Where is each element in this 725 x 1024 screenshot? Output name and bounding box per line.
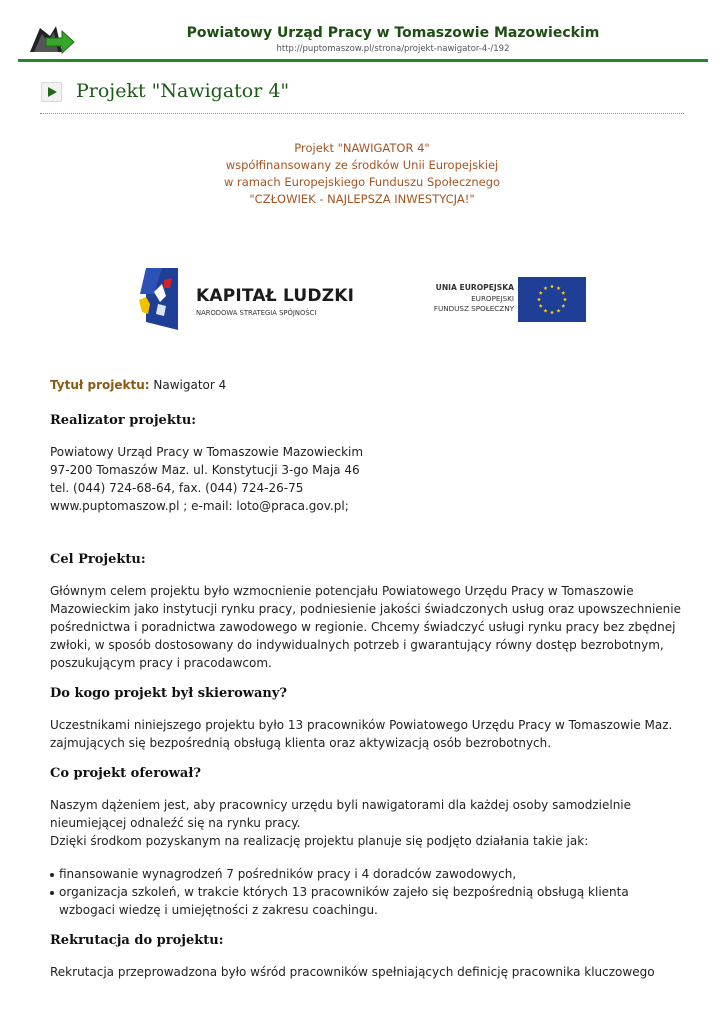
address-line: 97-200 Tomaszów Maz. ul. Konstytucji 3-go Maja 46 <box>50 463 360 477</box>
kapital-ludzki-logo <box>136 264 355 334</box>
eu-logo-line: EUROPEJSKI <box>471 293 514 303</box>
header-divider <box>18 59 708 62</box>
project-title-line <box>50 376 686 394</box>
eu-star-icon <box>556 309 560 313</box>
eu-logo-line: FUNDUSZ SPOŁECZNY <box>433 304 514 313</box>
section-heading: Rekrutacja do projektu: <box>50 933 224 948</box>
article-content <box>50 376 686 981</box>
intro-line: "CZŁOWIEK - NAJLEPSZA INWESTYCJA!" <box>249 192 475 206</box>
eu-star-icon <box>537 297 541 301</box>
eu-logo-line: UNIA EUROPEJSKA <box>435 283 514 292</box>
eu-star-icon <box>561 304 565 308</box>
cel-paragraph: Głównym celem projektu było wzmocnienie potencjału Powiatowego Urzędu Pracy w Tomaszowie Mazowieckim jako instytucji rynku pracy, podniesienie jakości świadczonych usług oraz upowszechnienie pośrednictwa i poradnictwa zawodowego w regionie. Chcemy świadczyć usługi rynku pracy bez zbędnej zwłoki, w sposób dostosowany do indywidualnych potrzeb i gwarantujący równy dostęp bezrobotnym, poszukującym pracy i pracodawcom. <box>50 584 681 670</box>
eu-star-icon <box>563 297 567 301</box>
address-line: www.puptomaszow.pl ; e-mail: loto@praca.gov.pl; <box>50 499 349 513</box>
intro-line: Projekt "NAWIGATOR 4" <box>294 141 430 155</box>
section-heading: Do kogo projekt był skierowany? <box>50 686 288 701</box>
eu-flag-icon <box>518 277 586 322</box>
list-item: organizacja szkoleń, w trakcie których 13 pracowników zajeło się bezpośrednią obsługą klienta wzbogaci wiedzę i umiejętności z zakresu coachingu. <box>50 883 686 919</box>
eu-logo-text <box>434 283 514 315</box>
eu-star-icon <box>561 291 565 295</box>
eu-star-icon <box>543 286 547 290</box>
eu-star-icon <box>556 286 560 290</box>
oferowal-paragraph: Dzięki środkom pozyskanym na realizację projektu planuje się podjęto działania takie jak: <box>50 834 589 848</box>
title-bullet-icon <box>41 82 62 102</box>
eu-star-icon <box>539 291 543 295</box>
eu-star-icon <box>543 309 547 313</box>
offer-list <box>50 865 686 919</box>
kapital-ludzki-subtitle: NARODOWA STRATEGIA SPÓJNOŚCI <box>196 309 317 317</box>
eu-star-icon <box>539 304 543 308</box>
title-divider <box>40 113 684 114</box>
page-url: http://puptomaszow.pl/strona/projekt-nawigator-4-/192 <box>276 44 510 54</box>
address-line: tel. (044) 724-68-64, fax. (044) 724-26-75 <box>50 481 304 495</box>
section-heading: Cel Projektu: <box>50 552 146 567</box>
site-header <box>18 18 708 62</box>
intro-block <box>40 140 684 208</box>
page-title: Projekt "Nawigator 4" <box>76 80 290 102</box>
section-heading: Co projekt oferował? <box>50 766 201 781</box>
eu-logo <box>420 276 588 324</box>
intro-line: w ramach Europejskiego Funduszu Społecznego <box>223 175 501 189</box>
kogo-paragraph: Uczestnikami niniejszego projektu było 13 pracowników Powiatowego Urzędu Pracy w Tomaszowie Maz. zajmujących się bezpośrednią obsługą klienta oraz aktywizacją osób bezrobotnych. <box>50 718 673 750</box>
section-heading: Realizator projektu: <box>50 413 197 428</box>
intro-line: współfinansowany ze środków Unii Europejskiej <box>225 158 499 172</box>
realizator-address <box>50 443 686 515</box>
project-title-value: Nawigator 4 <box>153 378 227 392</box>
kapital-ludzki-name: KAPITAŁ LUDZKI <box>196 286 355 306</box>
address-line: Powiatowy Urząd Pracy w Tomaszowie Mazowieckim <box>50 445 364 459</box>
project-title-label: Tytuł projektu: <box>50 378 150 392</box>
eu-star-icon <box>550 310 554 314</box>
oferowal-paragraph: Naszym dążeniem jest, aby pracownicy urzędu byli nawigatorami dla każdej osoby samodzielnie nieumiejącej odnaleźć się na rynku pracy. <box>50 798 632 830</box>
site-title[interactable]: Powiatowy Urząd Pracy w Tomaszowie Mazowieckim <box>186 25 600 41</box>
list-item: finansowanie wynagrodzeń 7 pośredników pracy i 4 doradców zawodowych, <box>50 865 686 883</box>
kapital-ludzki-emblem-icon <box>136 264 184 334</box>
rekrutacja-paragraph: Rekrutacja przeprowadzona było wśród pracowników spełniających definicję pracownika kluczowego <box>50 965 655 979</box>
eu-star-icon <box>550 284 554 288</box>
